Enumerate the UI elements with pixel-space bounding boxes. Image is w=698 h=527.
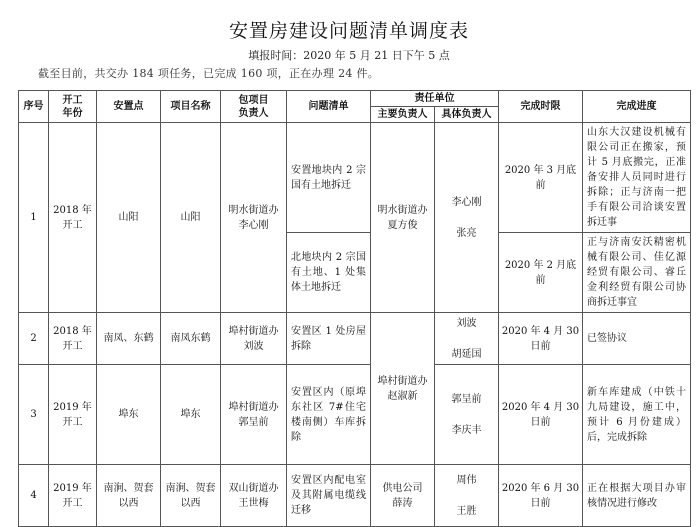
header-main-owner: 主要负责人 [371, 107, 435, 123]
header-owner: 包项目 负责人 [221, 91, 287, 123]
cell-project: 南凤东鹤 [161, 313, 221, 365]
cell-issue: 安置地块内 2 宗国有土地拆迁 [287, 123, 371, 233]
cell-issue: 安置区内配电室及其附属电缆线迁移 [287, 465, 371, 527]
page-title: 安置房建设问题清单调度表 [228, 20, 469, 42]
cell-year: 2019 年 开工 [49, 465, 97, 527]
header-seq: 序号 [19, 91, 49, 123]
cell-main-owner: 供电公司 薛涛 [371, 465, 435, 527]
cell-seq: 4 [19, 465, 49, 527]
cell-issue: 安置区内（原埠东社区 7#住宅楼南侧）车库拆除 [287, 365, 371, 465]
cell-owner: 双山街道办 王世梅 [221, 465, 287, 527]
fill-time: 填报时间：2020 年 5 月 21 日下午 5 点 [248, 49, 450, 62]
cell-project: 南涧、贺套以西 [161, 465, 221, 527]
cell-progress: 正在根据大项目办审核情况进行修改 [583, 465, 691, 527]
cell-year: 2019 年 开工 [49, 365, 97, 465]
cell-seq: 3 [19, 365, 49, 465]
cell-site: 埠东 [97, 365, 161, 465]
cell-owner: 埠村街道办 郭呈前 [221, 365, 287, 465]
cell-site: 南凤、东鹤 [97, 313, 161, 365]
table-row [19, 365, 691, 465]
schedule-table [18, 90, 691, 527]
cell-main-owner: 明水街道办 夏方俊 [371, 123, 435, 313]
table-row [19, 313, 691, 365]
cell-issue: 安置区 1 处房屋拆除 [287, 313, 371, 365]
header-issues: 问题清单 [287, 91, 371, 123]
cell-progress: 山东大汉建设机械有限公司正在搬家，预计 5 月底搬完，正准备安排人员同时进行拆除；正与济南一把手有限公司洽谈安置拆迁事 [583, 123, 691, 233]
cell-seq: 1 [19, 123, 49, 313]
header-specific-owner: 具体负责人 [435, 107, 499, 123]
cell-project: 山阳 [161, 123, 221, 313]
cell-owner: 埠村街道办 刘波 [221, 313, 287, 365]
cell-site: 山阳 [97, 123, 161, 313]
cell-progress: 已签协议 [583, 313, 691, 365]
table-row [19, 123, 691, 233]
cell-year: 2018 年 开工 [49, 313, 97, 365]
cell-specific-owner: 李心刚 张亮 [435, 123, 499, 313]
cell-owner: 明水街道办 李心刚 [221, 123, 287, 313]
header-row [19, 91, 691, 107]
cell-project: 埠东 [161, 365, 221, 465]
cell-deadline: 2020 年 3 月底前 [499, 123, 583, 233]
cell-deadline: 2020 年 4 月 30 日前 [499, 313, 583, 365]
cell-specific-owner: 周伟 王胜 [435, 465, 499, 527]
header-start-year: 开工 年份 [49, 91, 97, 123]
header-site: 安置点 [97, 91, 161, 123]
header-unit: 责任单位 [371, 91, 499, 107]
cell-site: 南涧、贺套以西 [97, 465, 161, 527]
cell-specific-owner: 刘波 胡延国 [435, 313, 499, 365]
cell-deadline: 2020 年 6 月 30 日前 [499, 465, 583, 527]
header-project: 项目名称 [161, 91, 221, 123]
cell-deadline: 2020 年 2 月底前 [499, 233, 583, 313]
cell-progress: 正与济南安沃精密机械有限公司、佳亿源经贸有限公司、睿丘金利经贸有限公司协商拆迁事宜 [583, 233, 691, 313]
cell-year: 2018 年 开工 [49, 123, 97, 313]
header-deadline: 完成时限 [499, 91, 583, 123]
cell-seq: 2 [19, 313, 49, 365]
table-row [19, 465, 691, 527]
cell-specific-owner: 郭呈前 李庆丰 [435, 365, 499, 465]
cell-main-owner: 埠村街道办 赵淑新 [371, 313, 435, 465]
cell-issue: 北地块内 2 宗国有土地、1 处集体土地拆迁 [287, 233, 371, 313]
cell-progress: 新车库建成（中铁十九局建设，施工中，预计 6 月份建成）后，完成拆除 [583, 365, 691, 465]
cell-deadline: 2020 年 4 月 30 日前 [499, 365, 583, 465]
summary-text: 截至目前，共交办 184 项任务，已完成 160 项，正在办理 24 件。 [38, 67, 380, 80]
header-progress: 完成进度 [583, 91, 691, 123]
